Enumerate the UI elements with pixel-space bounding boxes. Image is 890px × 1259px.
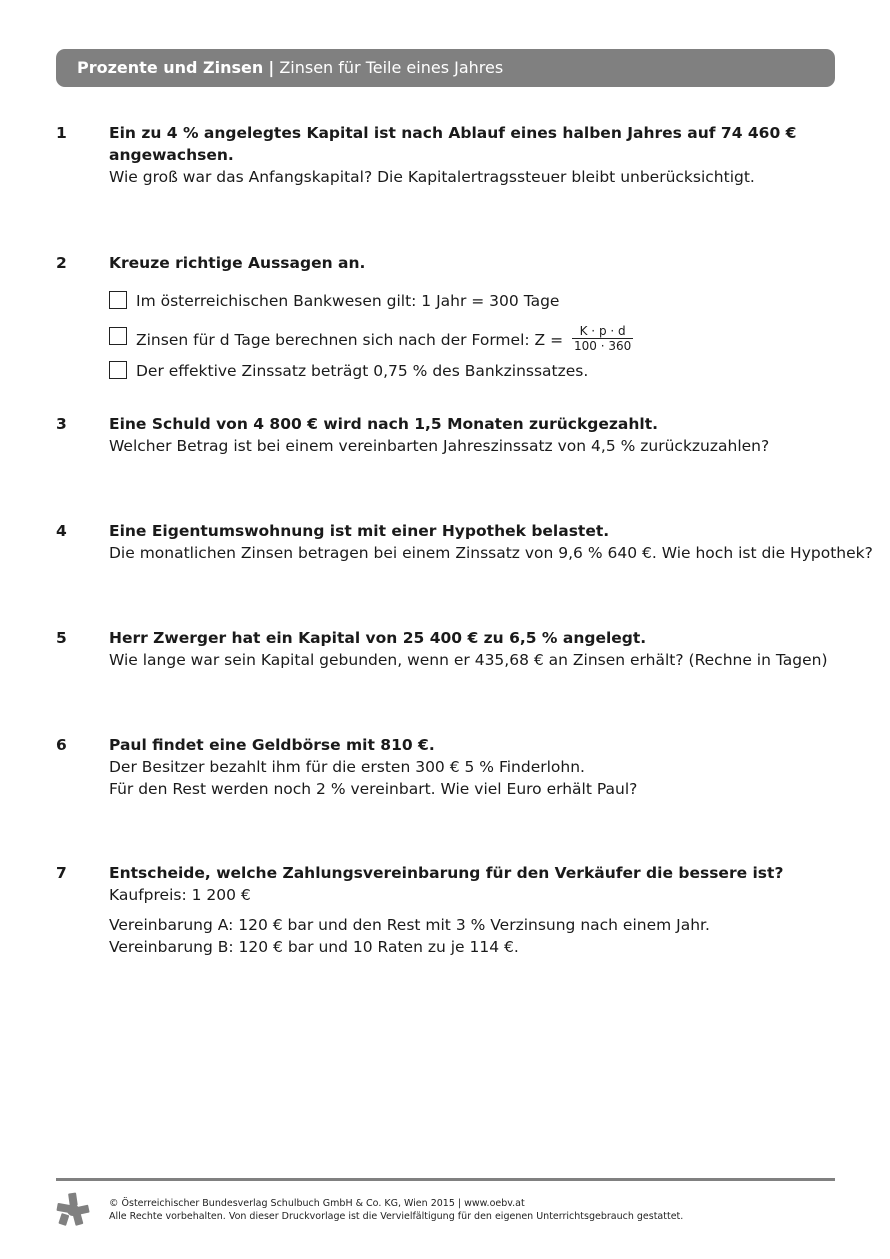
task-number: 4 [56, 522, 67, 540]
formula-numerator: K · p · d [572, 324, 633, 339]
copyright-notice [109, 1197, 683, 1223]
task-title: Kreuze richtige Aussagen an. [109, 254, 366, 272]
task-text: Die monatlichen Zinsen betragen bei einem Zinssatz von 9,6 % 640 €. Wie hoch ist die Hypothek? [109, 544, 873, 562]
option-label: Zinsen für d Tage berechnen sich nach der Formel: Z = [136, 331, 564, 349]
task-text: Wie lange war sein Kapital gebunden, wenn er 435,68 € an Zinsen erhält? (Rechne in Tagen) [109, 651, 828, 669]
rights-line: Alle Rechte vorbehalten. Von dieser Druckvorlage ist die Vervielfältigung für den eigenen Unterrichtsgebrauch gestattet. [109, 1211, 684, 1222]
task-number: 7 [56, 864, 67, 882]
checkbox[interactable] [109, 361, 127, 379]
task-number: 2 [56, 254, 67, 272]
task-number: 6 [56, 736, 67, 754]
spacer [109, 906, 839, 914]
option-label: Der effektive Zinssatz beträgt 0,75 % des Bankzinssatzes. [136, 362, 589, 380]
task-title-cont: angewachsen. [109, 146, 234, 164]
task-text: Für den Rest werden noch 2 % vereinbart. Wie viel Euro erhält Paul? [109, 780, 638, 798]
footer-divider [56, 1178, 835, 1181]
interest-formula [572, 324, 633, 353]
header-title: Prozente und Zinsen [77, 58, 264, 77]
task-text: Der Besitzer bezahlt ihm für die ersten 300 € 5 % Finderlohn. [109, 758, 585, 776]
task-title: Paul findet eine Geldbörse mit 810 €. [109, 736, 435, 754]
task-title: Ein zu 4 % angelegtes Kapital ist nach Ablauf eines halben Jahres auf 74 460 € [109, 124, 797, 142]
task-text: Wie groß war das Anfangskapital? Die Kapitalertragssteuer bleibt unberücksichtigt. [109, 168, 755, 186]
header-separator: | [268, 58, 275, 77]
task-number: 3 [56, 415, 67, 433]
task-number: 5 [56, 629, 67, 647]
option-label-wrap [136, 326, 633, 355]
task-number: 1 [56, 124, 67, 142]
formula-denominator: 100 · 360 [574, 339, 632, 353]
checkbox[interactable] [109, 291, 127, 309]
task-text: Vereinbarung A: 120 € bar und den Rest mit 3 % Verzinsung nach einem Jahr. [109, 916, 710, 934]
publisher-logo-icon [56, 1192, 90, 1226]
task-text: Welcher Betrag ist bei einem vereinbarten Jahreszinssatz von 4,5 % zurückzuzahlen? [109, 437, 770, 455]
page-header [56, 49, 835, 87]
task-title: Entscheide, welche Zahlungsvereinbarung für den Verkäufer die bessere ist? [109, 864, 784, 882]
task-text: Kaufpreis: 1 200 € [109, 886, 251, 904]
checkbox[interactable] [109, 327, 127, 345]
header-subtitle: Zinsen für Teile eines Jahres [279, 58, 504, 77]
option-label: Im österreichischen Bankwesen gilt: 1 Jahr = 300 Tage [136, 292, 560, 310]
task-title: Herr Zwerger hat ein Kapital von 25 400 € zu 6,5 % angelegt. [109, 629, 647, 647]
task-text: Vereinbarung B: 120 € bar und 10 Raten zu je 114 €. [109, 938, 519, 956]
copyright-line: © Österreichischer Bundesverlag Schulbuch GmbH & Co. KG, Wien 2015 | www.oebv.at [109, 1198, 525, 1209]
task-title: Eine Eigentumswohnung ist mit einer Hypothek belastet. [109, 522, 610, 540]
task-title: Eine Schuld von 4 800 € wird nach 1,5 Monaten zurückgezahlt. [109, 415, 658, 433]
